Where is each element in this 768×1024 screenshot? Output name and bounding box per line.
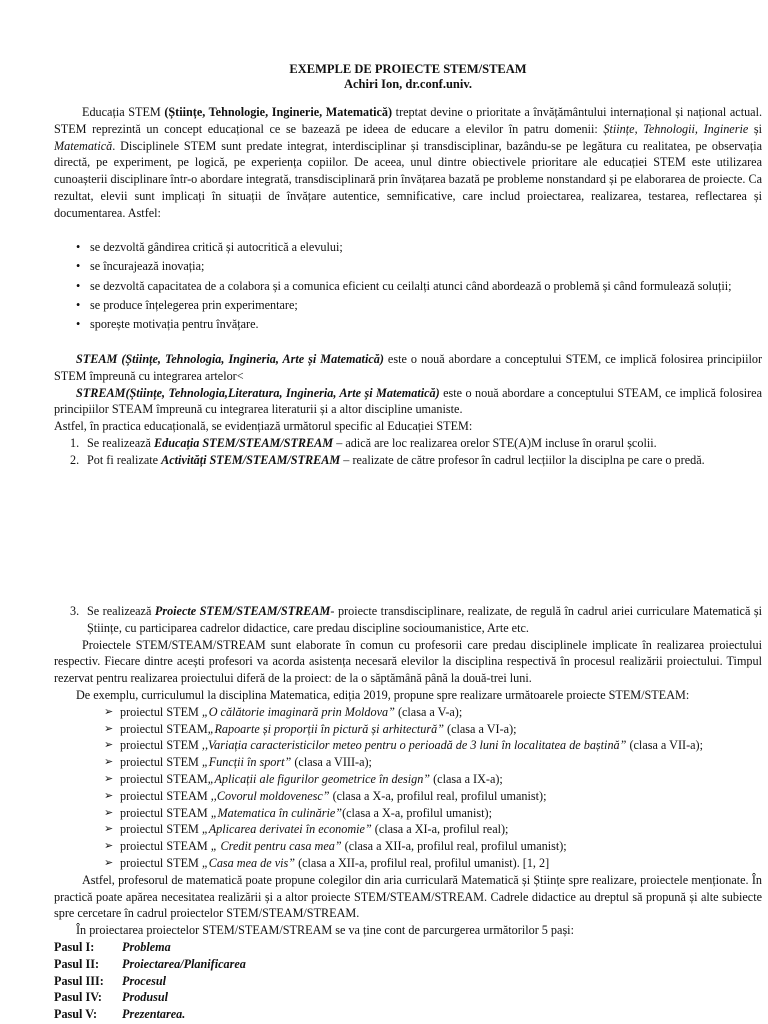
- project-title: „Aplicarea derivatei în economie”: [201, 822, 372, 837]
- project-title: ,,Variația caracteristicilor meteo pentru o perioadă de 3 luni în localitatea de baștină”: [201, 738, 627, 753]
- steps-list: [54, 939, 762, 1023]
- intro-math: Matematică: [54, 138, 113, 153]
- arrow-bullet-icon: ➢: [104, 789, 114, 802]
- project-class: (clasa a IX-a);: [430, 771, 503, 786]
- intro-paragraph: [54, 104, 762, 222]
- arrow-bullet-icon: ➢: [104, 806, 114, 819]
- project-title: „Aplicații ale figurilor geometrice în design”: [207, 771, 431, 786]
- list-item: [104, 838, 762, 855]
- project-type: proiectul STEM: [120, 738, 202, 753]
- arrow-bullet-icon: ➢: [104, 756, 114, 769]
- steps-intro: În proiectarea proiectelor STEM/STEAM/STREAM se va ține cont de parcurgerea următorilor 5 pași:: [76, 923, 574, 938]
- project-title: ,,Covorul moldovenesc”: [210, 788, 330, 803]
- intro-domains: Științe, Tehnologii, Inginerie: [603, 121, 749, 136]
- list-item: [104, 788, 762, 805]
- projects-list: [54, 704, 762, 872]
- step-value: Problema: [122, 939, 171, 954]
- item-emphasis: Educația STEM/STEAM/STREAM: [153, 435, 334, 450]
- arrow-bullet-icon: ➢: [104, 772, 114, 785]
- steam-text: este o nouă abordare a conceptului STEM, ce implică folosirea principiilor STEM împreună cu integrarea artelor<: [54, 352, 763, 383]
- projects-section: [54, 603, 762, 1023]
- project-type: proiectul STEAM: [120, 839, 211, 854]
- step-label: Pasul V:: [54, 1007, 98, 1022]
- list-item: [104, 721, 762, 738]
- step-value: Procesul: [122, 973, 167, 988]
- item-text: Se realizează: [87, 604, 155, 618]
- definitions-section: [54, 351, 762, 469]
- item-number: 3.: [70, 604, 80, 618]
- stream-definition: STREAM(Științe, Tehnologia,Literatura, Ingineria, Arte și Matematică): [76, 385, 440, 400]
- list-item: [104, 805, 762, 822]
- item-text: Pot fi realizate: [87, 452, 162, 467]
- step-value: Prezentarea.: [122, 1007, 186, 1022]
- list-item: [104, 821, 762, 838]
- example-intro: De exemplu, curriculumul la disciplina Matematica, ediția 2019, propune spre realizare următoarele proiecte STEM/STEAM:: [76, 687, 690, 702]
- project-class: (clasa a XII-a, profilul real, profilul umanist);: [341, 839, 567, 854]
- practice-paragraph: Astfel, în practica educațională, se evidențiază următorul specific al Educației STEM:: [54, 419, 473, 434]
- project-title: „O călătorie imaginară prin Moldova”: [201, 704, 395, 719]
- list-item: [104, 855, 762, 872]
- project-class: (clasa a VIII-a);: [291, 755, 372, 770]
- intro-text-e: și: [748, 121, 762, 136]
- arrow-bullet-icon: ➢: [104, 856, 114, 869]
- intro-text-a: Educația STEM: [82, 105, 165, 119]
- intro-text-c: treptat devine o prioritate a învățământului internațional și național actual. STEM reprezintă un concept educațional ce se bazează pe ideea de educare a elevilor în patru domenii:: [54, 105, 763, 136]
- step-label: Pasul IV:: [54, 990, 102, 1005]
- step-value: Produsul: [122, 990, 169, 1005]
- step-value: Proiectarea/Planificarea: [122, 956, 246, 971]
- document-author: Achiri Ion, dr.conf.univ.: [343, 76, 473, 91]
- document-title: EXEMPLE DE PROIECTE STEM/STEAM: [289, 62, 527, 76]
- project-class: (clasa a X-a, profilul real, profilul umanist);: [329, 788, 547, 803]
- list-item: • se dezvoltă capacitatea de a colabora și a comunica eficient cu ceilalți atunci când abordează o problemă și când formulează soluții;: [90, 278, 762, 295]
- list-item: • sporește motivația pentru învățare.: [90, 316, 762, 333]
- stream-paragraph: [54, 385, 762, 419]
- step-row: [54, 1006, 762, 1023]
- intro-text-g: . Disciplinele STEM sunt predate integrat, interdisciplinar și transdisciplinar, bazându-se pe legătura cu realitatea, pe observația directă, pe experiment, pe logică, pe experiența copiilor. De aceea, unul dintre obiectivele prioritare ale educației STEM este utilizarea cunoașterii disciplinare într-o abordare integrată, transdisciplinară prin învățarea bazată pe probleme nonstandard și pe elaborarea de proiecte. Ca rezultat, elevii sunt implicați în situații de învățare autentice, semnificative, care includ proiectarea, realizarea, testarea, reflectarea și documentarea. Astfel:: [54, 138, 763, 220]
- closing-paragraph: Astfel, profesorul de matematică poate propune colegilor din aria curriculară Matematică și Științe spre realizare, proiectele menționate. În practică poate apărea necesitatea realizării și a altor proiecte STEM/STEAM/STREAM. Cadrele didactice au dreptul să propună și alte subiecte spre cercetare în cadrul proiectelor STEM/STEAM/STREAM.: [54, 872, 762, 921]
- benefits-list: [54, 239, 762, 333]
- item-text: – adică are loc realizarea orelor STE(A)M incluse în orarul școlii.: [333, 435, 657, 450]
- project-title: „Matematica în culinărie”: [210, 805, 343, 820]
- arrow-bullet-icon: ➢: [104, 705, 114, 718]
- project-type: proiectul STEAM: [120, 788, 211, 803]
- step-row: [54, 989, 762, 1006]
- list-item: [70, 603, 762, 637]
- step-row: [54, 939, 762, 956]
- item-text: - proiecte transdisciplinare, realizate, de regulă în cadrul ariei curriculare Matematică și Științe, cu participarea cadrelor didactice, care predau discipline socioumanistice, Arte etc.: [87, 604, 762, 635]
- project-title: „Rapoarte și proporții în pictură și arhitectură”: [207, 721, 444, 736]
- document-header: [54, 62, 762, 91]
- intro-section: [54, 104, 762, 222]
- specifics-list: [54, 435, 762, 469]
- item-text: Se realizează: [87, 435, 154, 450]
- list-item: • se dezvoltă gândirea critică și autocritică a elevului;: [90, 239, 762, 256]
- project-class: (clasa a XII-a, profilul real, profilul umanist). [1, 2]: [295, 855, 550, 870]
- arrow-bullet-icon: ➢: [104, 823, 114, 836]
- project-type: proiectul STEM: [120, 755, 202, 770]
- step-row: [54, 956, 762, 973]
- steam-definition: STEAM (Științe, Tehnologia, Ingineria, Arte și Matematică): [76, 352, 384, 366]
- step-label: Pasul III:: [54, 973, 104, 988]
- project-class: (clasa a XI-a, profilul real);: [371, 822, 509, 837]
- list-item: [104, 754, 762, 771]
- project-title: „Funcții în sport”: [201, 755, 292, 770]
- project-type: proiectul STEM: [120, 822, 202, 837]
- list-item: [70, 435, 762, 452]
- list-item: • se încurajează inovația;: [90, 258, 762, 275]
- item-number: 1.: [70, 435, 80, 450]
- project-type: proiectul STEAM: [120, 771, 208, 786]
- project-type: proiectul STEAM: [120, 805, 211, 820]
- item-text: – realizate de către profesor în cadrul lecțiilor la disciplna pe care o predă.: [340, 452, 705, 467]
- project-type: proiectul STEAM: [120, 721, 208, 736]
- project-title: „ Credit pentru casa mea”: [210, 839, 342, 854]
- list-item: [104, 704, 762, 721]
- project-class: (clasa a X-a, profilul umanist);: [342, 805, 492, 820]
- step-row: [54, 973, 762, 990]
- list-item: [70, 452, 762, 469]
- project-type: proiectul STEM: [120, 855, 202, 870]
- item-emphasis: Proiecte STEM/STEAM/STREAM: [154, 604, 331, 618]
- arrow-bullet-icon: ➢: [104, 739, 114, 752]
- arrow-bullet-icon: ➢: [104, 722, 114, 735]
- steam-paragraph: [54, 351, 762, 385]
- step-label: Pasul I:: [54, 939, 95, 954]
- projects-paragraph: Proiectele STEM/STEAM/STREAM sunt elaborate în comun cu profesorii care predau disciplinele implicate în realizarea proiectului respectiv. Fiecare dintre acești profesori va acorda asistența necesară elevilor la disciplina respectivă în procesul realizării proiectului. Timpul rezervat pentru realizarea proiectului diferă de la proiect: de la o săptămână până la două-trei luni.: [54, 637, 762, 686]
- intro-stem-definition: (Științe, Tehnologie, Inginerie, Matematică): [164, 105, 393, 119]
- benefits-section: [54, 239, 762, 335]
- project-class: (clasa a VI-a);: [444, 721, 517, 736]
- list-item: [104, 771, 762, 788]
- specifics-list-continued: [54, 603, 762, 637]
- step-label: Pasul II:: [54, 956, 100, 971]
- project-class: (clasa a V-a);: [394, 704, 463, 719]
- item-number: 2.: [70, 452, 80, 467]
- stream-text: este o nouă abordare a conceptului STEAM, ce implică folosirea principiilor STEAM împreună cu integrarea literaturii și a altor discipline umaniste.: [54, 385, 762, 417]
- arrow-bullet-icon: ➢: [104, 840, 114, 853]
- project-title: „Casa mea de vis”: [201, 855, 296, 870]
- item-emphasis: Activități STEM/STEAM/STREAM: [161, 452, 341, 467]
- list-item: [104, 737, 762, 754]
- project-type: proiectul STEM: [120, 704, 202, 719]
- list-item: • se produce înțelegerea prin experimentare;: [90, 297, 762, 314]
- project-class: (clasa a VII-a);: [626, 738, 703, 753]
